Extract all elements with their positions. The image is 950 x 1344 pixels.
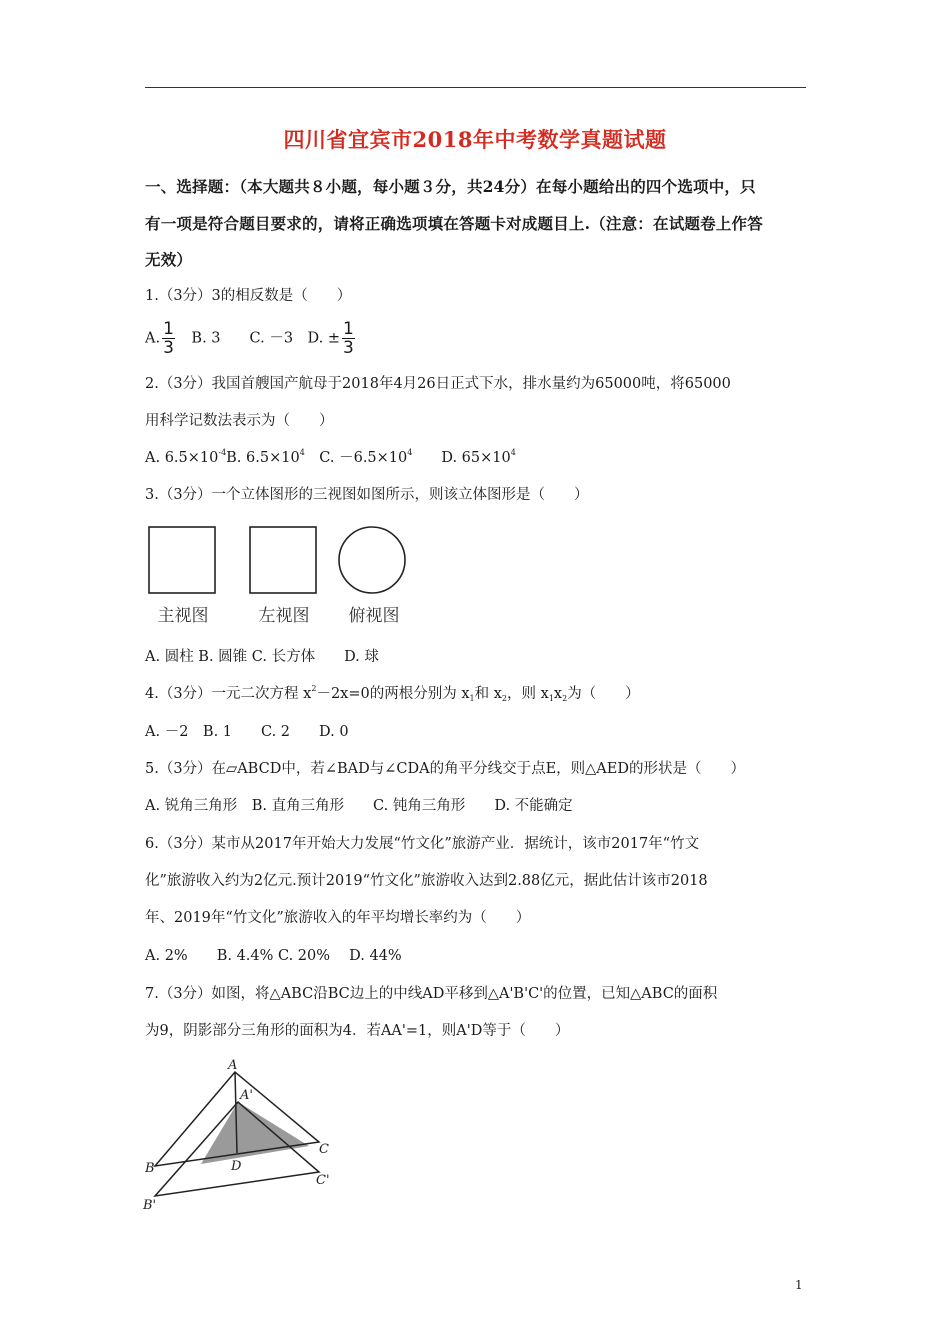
label-c: C <box>319 1142 329 1157</box>
q1-option-a-fraction: $\frac{1}{3}$ <box>163 319 174 358</box>
question-3-stem: 3.（3分）一个立体图形的三视图如图所示，则该立体图形是（ ） <box>145 487 589 503</box>
question-5-options: A. 锐角三角形 B. 直角三角形 C. 钝角三角形 D. 不能确定 <box>145 798 573 814</box>
question-1-options <box>145 320 810 357</box>
top-view-circle <box>339 527 405 593</box>
top-view-label: 俯视图 <box>348 606 400 626</box>
question-7-line-1: 7.（3分）如图，将△ABC沿BC边上的中线AD平移到△A'B'C'的位置，已知△ABC的面积 <box>145 986 718 1002</box>
section-instructions-line-2: 有一项是符合题目要求的，请将正确选项填在答题卡对成题目上.（注意：在试题卷上作答 <box>145 214 763 233</box>
q1-options-bcd: B. 3 C. －3 D. ± <box>176 330 341 347</box>
question-2-line-1: 2.（3分）我国首艘国产航母于2018年4月26日正式下水，排水量约为65000吨，将65000 <box>145 376 731 392</box>
question-7-line-2: 为9，阴影部分三角形的面积为4．若AA'=1，则A'D等于（ ） <box>145 1023 570 1039</box>
question-6-line-2: 化”旅游收入约为2亿元.预计2019“竹文化”旅游收入达到2.88亿元，据此估计该市2018 <box>145 873 708 889</box>
label-a: A <box>228 1058 238 1073</box>
q1-option-a-label: A. <box>145 330 161 347</box>
three-view-figure <box>140 520 430 630</box>
question-4-stem: 4.（3分）一元二次方程 $x^2-2x=0$的两根分别为 $x_1$和 $x_2$，则 $x_1x_2$为（ ） <box>145 684 640 703</box>
question-2-line-2: 用科学记数法表示为（ ） <box>145 413 334 429</box>
translated-triangle-figure <box>135 1055 350 1215</box>
label-c-prime: C' <box>316 1173 330 1188</box>
front-view-label: 主视图 <box>157 606 209 626</box>
question-6-line-1: 6.（3分）某市从2017年开始大力发展“竹文化”旅游产业．据统计，该市2017年“竹文 <box>145 836 700 852</box>
question-4-options: A. －2 B. 1 C. 2 D. 0 <box>145 724 349 740</box>
shaded-triangle <box>201 1102 309 1164</box>
side-view-square <box>250 527 316 593</box>
q1-option-d-fraction: $\frac{1}{3}$ <box>343 319 354 358</box>
question-6-line-3: 年、2019年“竹文化”旅游收入的年平均增长率约为（ ） <box>145 910 531 926</box>
section-instructions-line-1: 一、选择题：（本大题共８小题，每小题３分，共24分）在每小题给出的四个选项中，只 <box>145 177 756 196</box>
question-3-options: A. 圆柱 B. 圆锥 C. 长方体 D. 球 <box>145 649 379 665</box>
label-a-prime: A' <box>240 1088 253 1103</box>
question-1-stem: 1.（3分）3的相反数是（ ） <box>145 288 352 304</box>
side-view-label: 左视图 <box>258 606 310 626</box>
question-5-stem: 5.（3分）在▱ABCD中，若∠BAD与∠CDA的角平分线交于点E，则△AED的形状是（ ） <box>145 761 745 777</box>
page-number: 1 <box>795 1278 803 1292</box>
page-title: 四川省宜宾市2018年中考数学真题试题 <box>283 127 667 152</box>
question-2-options: A. $6.5\times 10^{-4}B$. $6.5\times 10^4$ C. $-6.5\times 10^4$ D. $65\times 10^4$ <box>145 448 516 466</box>
question-6-options: A. 2% B. 4.4% C. 20% D. 44% <box>145 948 402 964</box>
label-b: B <box>145 1161 155 1176</box>
header-rule <box>145 87 806 88</box>
label-d: D <box>231 1159 242 1174</box>
section-instructions-line-3: 无效） <box>145 250 193 269</box>
front-view-square <box>149 527 215 593</box>
label-b-prime: B' <box>143 1198 157 1213</box>
